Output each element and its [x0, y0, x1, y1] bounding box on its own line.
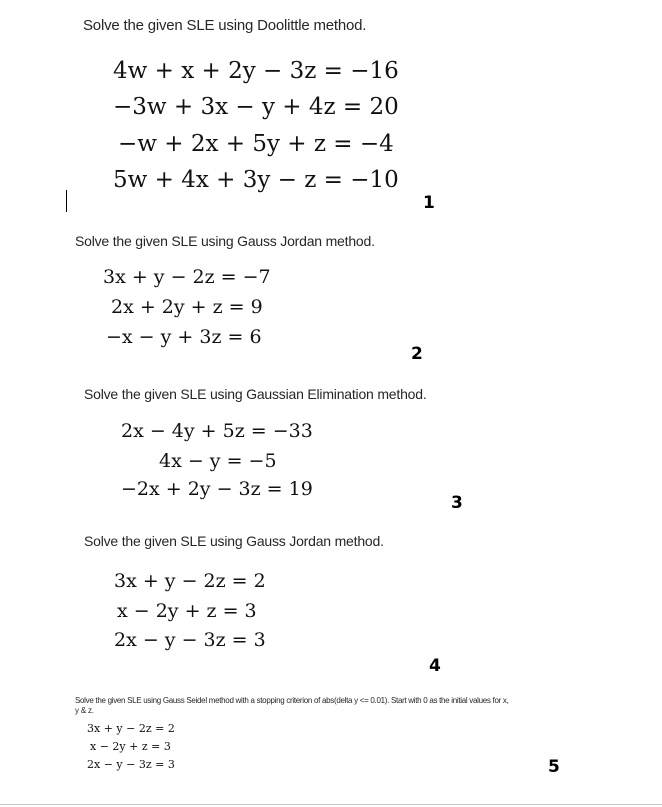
problem-2-equation-2: 2x + 2y + z = 9: [111, 296, 263, 318]
text-cursor: [66, 190, 67, 212]
problem-1-equation-3: −w + 2x + 5y + z = −4: [118, 131, 394, 157]
problem-1-equation-4: 5w + 4x + 3y − z = −10: [113, 167, 399, 193]
problem-1-number: 1: [423, 193, 435, 213]
problem-5-equation-1: 3x + y − 2z = 2: [87, 722, 175, 735]
problem-3-equation-2: 4x − y = −5: [159, 450, 277, 472]
problem-3-equation-3: −2x + 2y − 3z = 19: [121, 478, 313, 500]
problem-5-prompt-line-2: y & z.: [75, 706, 94, 715]
problem-2-prompt: Solve the given SLE using Gauss Jordan method.: [75, 233, 375, 249]
problem-5-equation-2: x − 2y + z = 3: [90, 740, 171, 753]
problem-3-prompt: Solve the given SLE using Gaussian Elimination method.: [84, 386, 427, 402]
problem-3-equation-1: 2x − 4y + 5z = −33: [121, 420, 313, 442]
problem-2-number: 2: [411, 344, 423, 364]
problem-2-equation-1: 3x + y − 2z = −7: [103, 266, 271, 288]
problem-5-equation-3: 2x − y − 3z = 3: [87, 758, 175, 771]
problem-4-prompt: Solve the given SLE using Gauss Jordan method.: [84, 533, 384, 549]
problem-3-number: 3: [451, 493, 463, 513]
problem-2-equation-3: −x − y + 3z = 6: [106, 326, 262, 348]
problem-5-number: 5: [548, 757, 560, 777]
problem-1-equation-1: 4w + x + 2y − 3z = −16: [113, 58, 399, 84]
problem-5-prompt-line-1: Solve the given SLE using Gauss Seidel method with a stopping criterion of abs(delta y <= 0.01). Start with 0 as the initial values for x,: [75, 696, 509, 705]
problem-4-equation-1: 3x + y − 2z = 2: [114, 570, 266, 592]
page-bottom-border: [0, 804, 662, 805]
problem-4-equation-3: 2x − y − 3z = 3: [114, 629, 266, 651]
problem-4-equation-2: x − 2y + z = 3: [117, 600, 257, 622]
problem-4-number: 4: [429, 656, 441, 676]
problem-1-prompt: Solve the given SLE using Doolittle method.: [83, 17, 367, 34]
problem-1-equation-2: −3w + 3x − y + 4z = 20: [113, 94, 399, 120]
